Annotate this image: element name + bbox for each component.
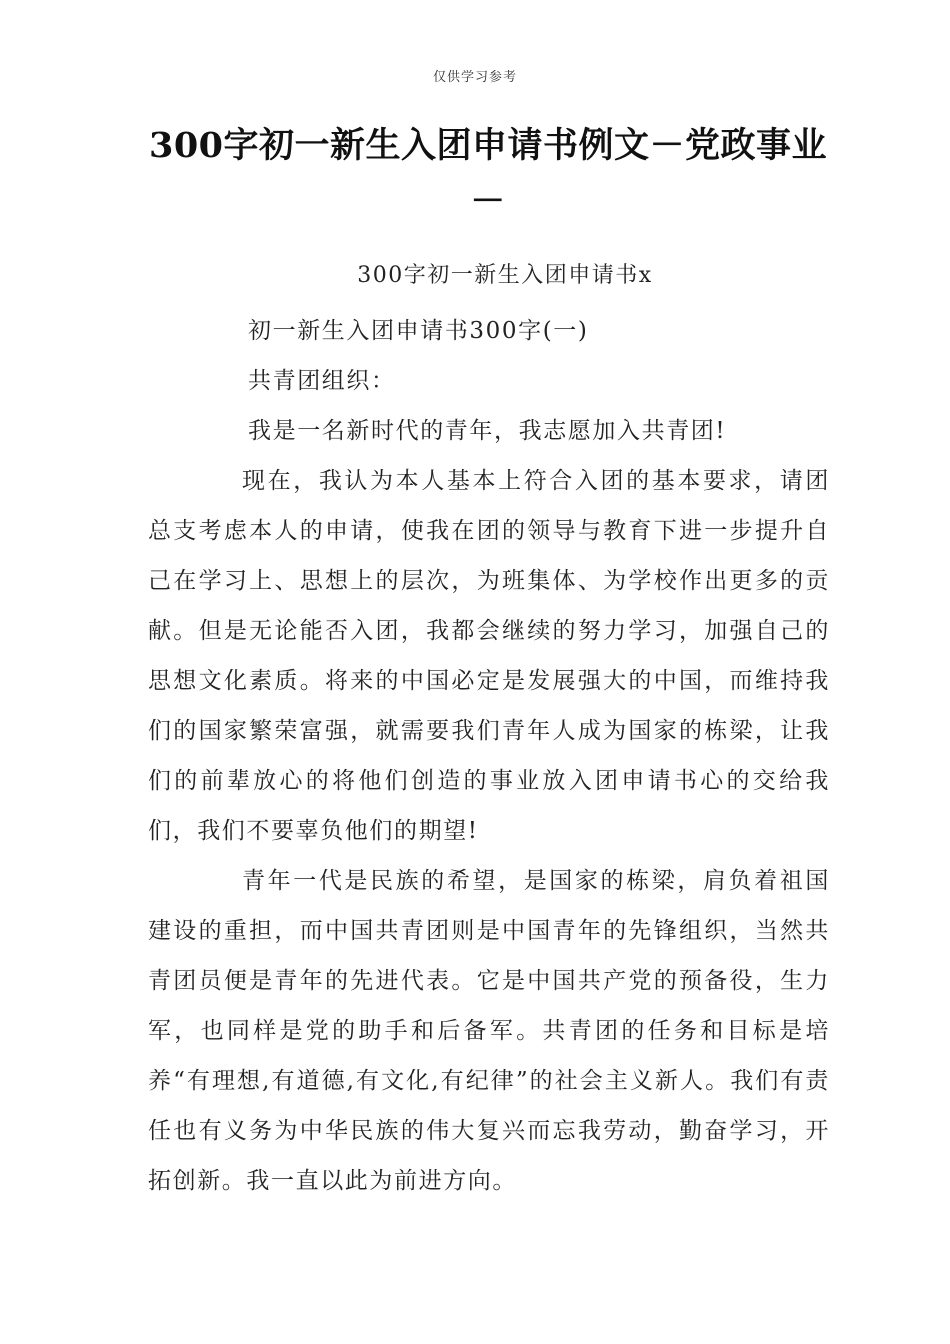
- document-subtitle: 300字初一新生入团申请书x: [357, 263, 653, 288]
- salutation: 共青团组织：: [248, 368, 396, 394]
- header-note: 仅供学习参考: [432, 70, 517, 85]
- document-title: [148, 118, 828, 230]
- paragraph-2: 现在，我认为本人基本上符合入团的基本要求，请团总支考虑本人的申请，使我在团的领导与教育下进一步提升自己在学习上、思想上的层次，为班集体、为学校作出更多的贡献。但是无论能否入团，我都会继续的努力学习，加强自己的思想文化素质。将来的中国必定是发展强大的中国，而维持我们的国家繁荣富强，就需要我们青年人成为国家的栋梁，让我们的前辈放心的将他们创造的事业放入团申请书心的交给我们，我们不要辜负他们的期望!: [148, 468, 830, 844]
- document-title-line2: －: [470, 181, 506, 222]
- document-title-line1: 300字初一新生入团申请书例文－党政事业: [148, 125, 828, 166]
- paragraph-1: 我是一名新时代的青年，我志愿加入共青团!: [248, 418, 727, 444]
- section-heading: 初一新生入团申请书300字(一): [248, 318, 589, 344]
- paragraph-3: 青年一代是民族的希望，是国家的栋梁，肩负着祖国建设的重担，而中国共青团则是中国青年的先锋组织，当然共青团员便是青年的先进代表。它是中国共产党的预备役，生力军，也同样是党的助手和后备军。共青团的任务和目标是培养“有理想,有道德,有文化,有纪律”的社会主义新人。我们有责任也有义务为中华民族的伟大复兴而忘我劳动，勤奋学习，开拓创新。我一直以此为前进方向。: [148, 868, 830, 1194]
- document-body: [148, 306, 830, 1206]
